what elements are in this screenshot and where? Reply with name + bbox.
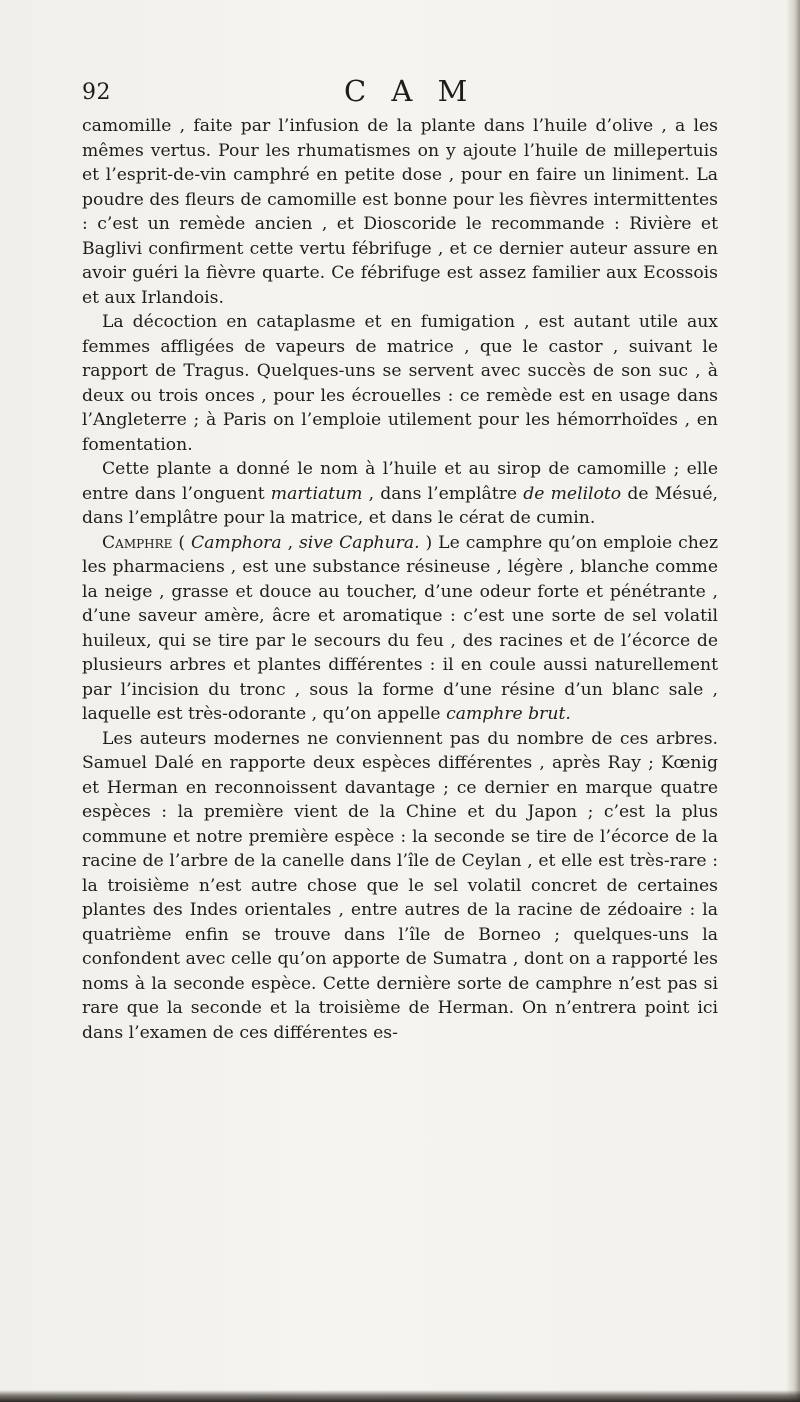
paragraph-text: Cette plante a donné le nom à l’huile et au sirop de camomille ; elle entre dans l’onguent [82,459,718,504]
paragraph-decoction [82,310,718,457]
paragraph-camomille-oil [82,114,718,310]
page-bottom-edge [0,1390,800,1402]
paragraph-text: , dans l’emplâtre [362,483,524,504]
entry-headword: Camphre [102,532,173,553]
paragraph-text: Les auteurs modernes ne conviennent pas du nombre de ces arbres. Samuel Dalé en rapporte deux espèces différentes , après Ray ; Kœnig et Herman en reconnoissent davantage ; ce dernier en marque quatre espèces : la première vient de la Chine et du Japon ; c’est la plus commune et notre première espèce : la seconde se tire de l’écorce de la racine de l’arbre de la canelle dans l’île de Ceylan , et elle est très-rare : la troisième n’est autre chose que le sel volatil concret de certaines plantes des Indes orientales , entre autres de la racine de zédoaire : la quatrième enfin se trouve dans l’île de Borneo ; quelques-uns la confondent avec celle qu’on apporte de Sumatra , dont on a rapporté les noms à la seconde espèce. Cette dernière sorte de camphre n’est pas si rare que la seconde et la troisième de Herman. On n’entrera point ici dans l’examen de ces différentes es- [82,728,718,1043]
paragraph-text: camomille , faite par l’infusion de la plante dans l’huile d’olive , a les mêmes vertus. Pour les rhumatismes on y ajoute l’huile de millepertuis et l’esprit-de-vin camphré en petite dose , pour en faire un liniment. La poudre des fleurs de camomille est bonne pour les fièvres intermittentes : c’est un remède ancien , et Dioscoride le recommande : Rivière et Baglivi confirment cette vertu fébrifuge , et ce dernier auteur assure en avoir guéri la fièvre quarte. Ce fébrifuge est assez familier aux Ecossois et aux Irlandois. [82,116,718,308]
running-head: C A M [344,74,476,108]
emphasis-term: martiatum [270,483,363,504]
paragraph-text: ) Le camphre qu’on emploie chez les pharmaciens , est une substance résineuse , légère , blanche comme la neige , grasse et douce au toucher, d’une odeur forte et pénétrante , d’une saveur amère, âcre et aromatique : c’est une sorte de sel volatil huileux, qui se tire par le secours du feu , des racines et de l’écorce de plusieurs arbres et plantes différentes : il en coule aussi naturellement par l’incision du tronc , sous la forme d’une résine d’un blanc sale , laquelle est très-odorante , qu’on appelle [82,532,719,724]
emphasis-term: camphre brut. [446,704,571,724]
page-number: 92 [82,80,111,105]
emphasis-term: de meliloto [523,483,622,504]
paragraph-text: La décoction en cataplasme et en fumigation , est autant utile aux femmes affligées de vapeurs de matrice , que le castor , suivant le rapport de Tragus. Quelques-uns se servent avec succès de son suc , à deux ou trois onces , pour les écrouelles : ce remède est en usage dans l’Angleterre ; à Paris on l’emploie utilement pour les hémorrhoïdes , en fomentation. [82,312,718,455]
paragraph-text: de Mésué, dans l’emplâtre pour la matrice, et dans le cérat de cumin. [82,483,718,528]
paragraph-preparations [82,457,718,531]
body-text [82,114,718,1045]
page-edge-shadow [786,0,800,1402]
paragraph-modern-authors [82,727,718,1046]
paragraph-text: , [281,532,299,553]
paragraph-camphre-entry [82,531,718,727]
emphasis-term: sive Caphura. [298,532,420,553]
emphasis-term: Camphora [191,532,282,553]
paragraph-text: ( [172,532,192,553]
page-header [82,74,722,114]
